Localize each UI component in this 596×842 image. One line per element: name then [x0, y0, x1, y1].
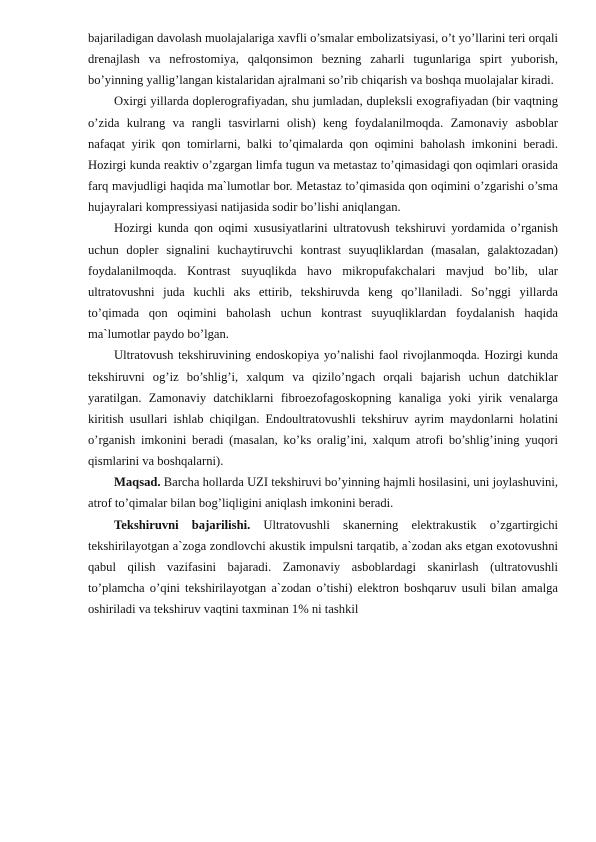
paragraph-endoscopy — [88, 345, 558, 472]
paragraph-text: Barcha hollarda UZI tekshiruvi bo’yinning hajmli hosilasini, uni joylashuvini, atrof to’qimalar bilan bog’liqligini aniqlash imkonini beradi. — [88, 475, 558, 511]
paragraph-purpose — [88, 472, 558, 514]
document-page — [88, 28, 558, 620]
paragraph-text: bajariladigan davolash muolajalariga xavfli o’smalar embolizatsiyasi, o’t yo’llarini teri orqali drenajlash va nefrostomiya, qalqonsimon bezning zaharli tugunlariga spirt yuborish, bo’yinning yallig’langan kistalaridan ajralmani so’rib chiqarish va boshqa muolajalar kiradi. — [88, 31, 558, 88]
paragraph-procedure — [88, 515, 558, 621]
paragraph-text: Oxirgi yillarda doplerografiyadan, shu jumladan, dupleksli exografiyadan (bir vaqtning o’zida kulrang va rangli tasvirlarni olish) keng foydalanilmoqda. Zamonaviy asboblar nafaqat yirik qon tomirlarni, balki to’qimalarda qon oqimini baholash imkonini beradi. Hozirgi kunda reaktiv o’zgargan limfa tugun va metastaz to’qimasidagi qon oqimlari orasida farq mavjudligi haqida ma`lumotlar bor. Metastaz to’qimasida qon oqimini o’zgarishi o’sma hujayralari kompressiyasi natijasida sodir bo’lishi aniqlangan. — [88, 94, 558, 215]
paragraph-text: Hozirgi kunda qon oqimi xususiyatlarini ultratovush tekshiruvi yordamida o’rganish uchun dopler signalini kuchaytiruvchi kontrast suyuqliklardan (masalan, galaktozadan) foydalanilmoqda. Kontrast suyuqlikda havo mikropufakchalari mavjud bo’lib, ular ultratovushni juda kuchli aks ettirib, tekshiruvda keng qo’llaniladi. So’nggi yillarda to’qimada qon oqimini baholash uchun kontrast suyuqliklardan foydalanish haqida ma`lumotlar paydo bo’lgan. — [88, 221, 558, 342]
paragraph-contrast — [88, 218, 558, 345]
paragraph-heading: Tekshiruvni bajarilishi. — [114, 517, 251, 532]
paragraph-text: Ultratovushli skanerning elektrakustik o’zgartirgichi tekshirilayotgan a`zoga zondlovchi akustik impulsni tarqatib, a`zodan aks etgan exotovushni qabul qilish vazifasini bajaradi. Zamonaviy asboblardagi skanirlash (ultratovushli to’plamcha o’qini tekshirilayotgan a`zodan o’tishi) elektron boshqaruv usuli bilan amalga oshiriladi va tekshiruv vaqtini taxminan 1% ni tashkil — [88, 517, 559, 617]
paragraph-heading: Maqsad. — [114, 475, 161, 490]
paragraph-continuation — [88, 28, 558, 91]
paragraph-text: Ultratovush tekshiruvining endoskopiya yo’nalishi faol rivojlanmoqda. Hozirgi kunda tekshiruvni og’iz bo’shlig’i, xalqum va qizilo’ngach orqali bajarish uchun datchiklar yaratilgan. Zamonaviy datchiklarni fibroezofagoskopning kanaliga yoki yirik venalarga kiritish usullari ishlab chiqilgan. Endoultratovushli tekshiruv ayrim maydonlarni holatini o’rganish imkonini beradi (masalan, ko’ks oralig’ini, xalqum atrofi bo’shlig’ining yuqori qismlarini va boshqalarni). — [88, 348, 558, 469]
paragraph-doppler — [88, 91, 558, 218]
